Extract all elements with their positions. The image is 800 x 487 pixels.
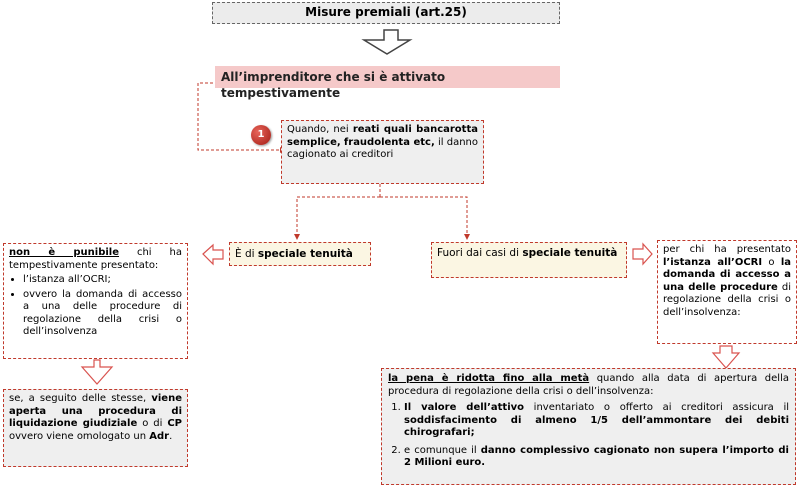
pena-item2-a: e comunque il (404, 444, 477, 456)
non-punibile-list (9, 274, 182, 339)
list-item (404, 445, 789, 470)
pena-item1-c: inventariato o offerto ai creditori assicura il (533, 402, 790, 413)
step-badge: 1 (251, 125, 271, 145)
pena-rest: quando alla data di apertura della procedura di regolazione della crisi o dell’insolvenza: (388, 373, 789, 397)
pena-item1-a: Il valore dell’ (404, 402, 491, 413)
down-arrow-left-icon (82, 360, 112, 384)
liq-part2: o di (142, 418, 163, 429)
perchi-part1: per chi ha presentato (663, 244, 791, 255)
pena-item1-b: attivo (490, 402, 525, 413)
split-left-arrowhead-icon (294, 234, 300, 240)
speciale-tenuita-box (229, 242, 371, 266)
condition-fraudolenta: fraudolenta etc, (343, 136, 435, 148)
down-arrow-icon (364, 30, 410, 54)
liquidazione-box (3, 389, 188, 467)
fuori-prefix: Fuori dai casi di (437, 247, 519, 259)
list-item: • l’istanza all’OCRI; (23, 274, 182, 287)
pena-item2-b: danno complessivo cagionato non supera l’importo di 2 Milioni euro. (404, 444, 789, 468)
non-punibile-box (3, 243, 188, 359)
speciale-bold: speciale tenuità (257, 248, 353, 260)
list-item: • ovvero la domanda di accesso a una delle procedure di regolazione della crisi o dell’insolvenza (23, 289, 182, 339)
list-item (404, 402, 789, 440)
pena-title: la pena è ridotta fino alla metà (388, 373, 590, 384)
banner-box: All’imprenditore che si è attivato tempestivamente (215, 66, 560, 88)
page-title: Misure premiali (art.25) (212, 2, 560, 24)
perchi-part3: di regolazione della crisi o dell’insolvenza: (663, 281, 791, 318)
fuori-bold: speciale tenuità (522, 247, 618, 259)
non-punibile-title: non è punibile (9, 247, 120, 258)
split-left (297, 197, 380, 236)
speciale-prefix: È di (235, 248, 255, 260)
perchi-bold2: la domanda di accesso a una delle procedure (663, 256, 791, 293)
condition-reati: reati quali bancarotta (352, 124, 478, 135)
condition-quando: Quando, nei (287, 124, 349, 135)
liq-bold3: Adr (149, 430, 170, 442)
pena-box (381, 368, 796, 485)
split-right (380, 197, 467, 236)
liq-part1: se, a seguito delle stesse, (9, 393, 147, 404)
split-right-arrowhead-icon (464, 234, 470, 240)
perchi-part2: o (768, 256, 775, 268)
non-punibile-rest: chi ha tempestivamente presentato: (9, 247, 182, 271)
liq-part3: ovvero viene omologato un (9, 430, 147, 442)
fuori-casi-box (431, 242, 627, 278)
liq-bold1: viene aperta una procedura di liquidazione giudiziale (9, 393, 182, 429)
liq-bold2: CP (167, 418, 182, 429)
liq-end: . (169, 430, 173, 442)
condition-semplice: semplice, (287, 136, 341, 148)
right-arrow-icon (633, 244, 652, 264)
condition-rest: il danno cagionato ai creditori (287, 136, 479, 160)
pena-list (388, 402, 789, 470)
condition-box (281, 120, 484, 184)
down-arrow-right-icon (713, 346, 739, 368)
left-arrow-icon (203, 245, 223, 264)
per-chi-box (657, 240, 797, 344)
pena-item1-d: soddisfacimento di almeno 1/5 dell’ammontare dei debiti chirografari; (404, 414, 789, 438)
perchi-bold1: l’istanza all’OCRI (663, 256, 763, 268)
